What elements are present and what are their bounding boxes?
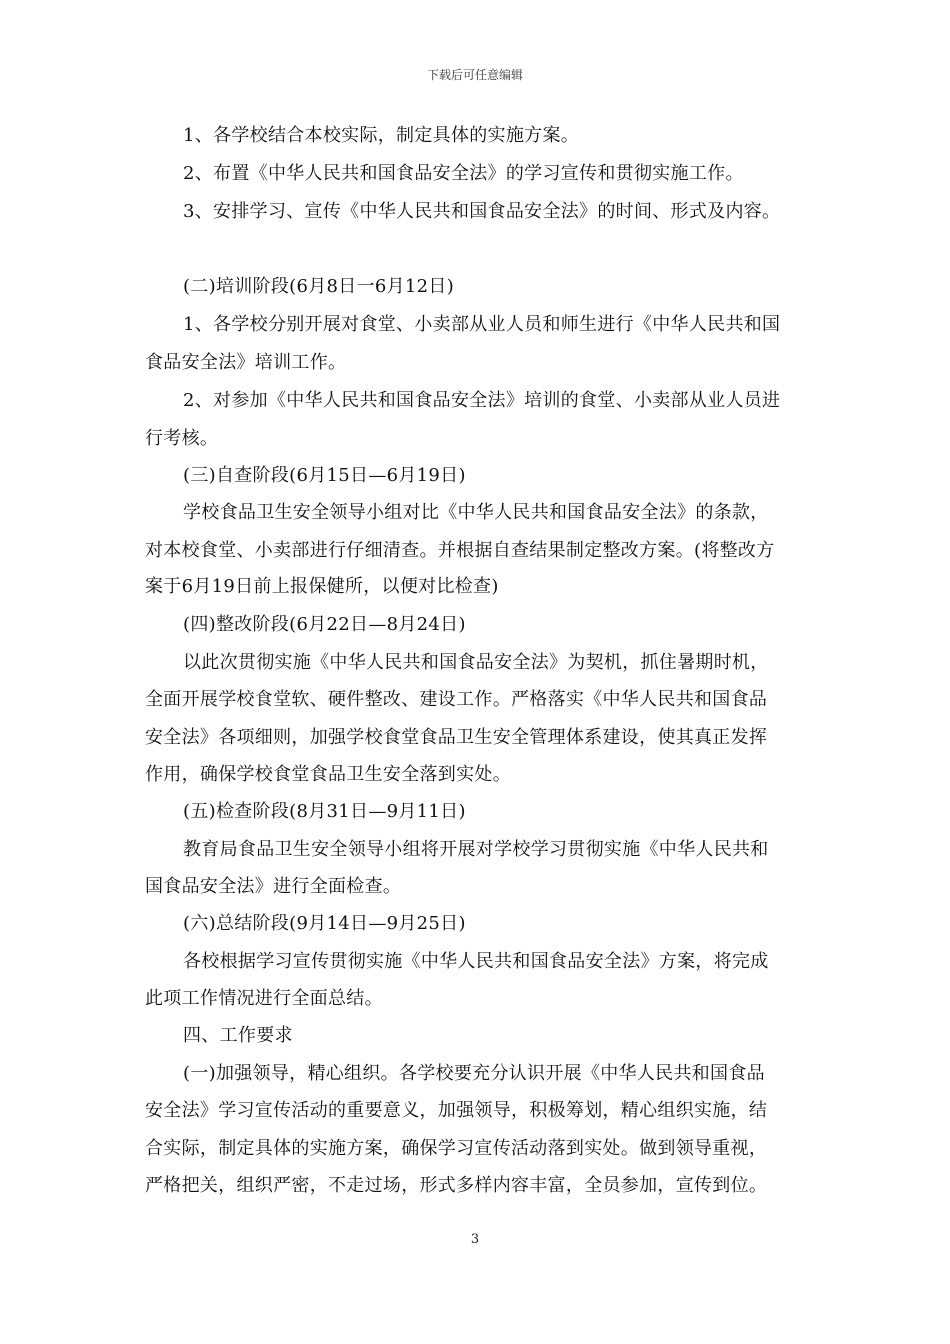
text-line: 以此次贯彻实施《中华人民共和国食品安全法》为契机，抓住暑期时机， [183,652,769,673]
text-line: 3、安排学习、宣传《中华人民共和国食品安全法》的时间、形式及内容。 [183,201,781,222]
text-line: 对本校食堂、小卖部进行仔细清查。并根据自查结果制定整改方案。(将整改方 [145,540,775,561]
text-line: 2、布置《中华人民共和国食品安全法》的学习宣传和贯彻实施工作。 [183,163,744,184]
text-line: 教育局食品卫生安全领导小组将开展对学校学习贯彻实施《中华人民共和 [183,839,769,860]
text-line: 合实际，制定具体的实施方案，确保学习宣传活动落到实处。做到领导重视， [145,1138,768,1159]
text-line: 国食品安全法》进行全面检查。 [145,876,402,897]
section-heading: (六)总结阶段(9月14日—9月25日) [183,913,466,934]
text-line: 作用，确保学校食堂食品卫生安全落到实处。 [145,764,511,785]
text-line: 1、各学校分别开展对食堂、小卖部从业人员和师生进行《中华人民共和国 [183,314,781,335]
header-note: 下载后可任意编辑 [426,68,523,82]
text-line: 学校食品卫生安全领导小组对比《中华人民共和国食品安全法》的条款， [183,502,769,523]
text-line: 严格把关，组织严密，不走过场，形式多样内容丰富，全员参加，宣传到位。 [145,1175,768,1196]
text-line: 行考核。 [145,428,219,449]
text-line: 各校根据学习宣传贯彻实施《中华人民共和国食品安全法》方案，将完成 [183,951,769,972]
section-heading: (五)检查阶段(8月31日—9月11日) [183,801,466,822]
text-line: 1、各学校结合本校实际，制定具体的实施方案。 [183,125,580,146]
section-heading: (二)培训阶段(6月8日一6月12日) [183,276,455,297]
text-line: 食品安全法》培训工作。 [145,352,347,373]
text-line: (一)加强领导，精心组织。各学校要充分认识开展《中华人民共和国食品 [183,1063,765,1084]
section-heading: (三)自查阶段(6月15日—6月19日) [183,465,466,486]
text-line: 此项工作情况进行全面总结。 [145,988,383,1009]
section-heading: (四)整改阶段(6月22日—8月24日) [183,614,466,635]
section-heading: 四、工作要求 [183,1025,293,1046]
text-line: 2、对参加《中华人民共和国食品安全法》培训的食堂、小卖部从业人员进 [183,390,781,411]
text-line: 安全法》学习宣传活动的重要意义，加强领导，积极筹划，精心组织实施，结 [145,1100,768,1121]
text-line: 安全法》各项细则，加强学校食堂食品卫生安全管理体系建设，使其真正发挥 [145,727,768,748]
text-line: 全面开展学校食堂软、硬件整改、建设工作。严格落实《中华人民共和国食品 [145,689,768,710]
page-number: 3 [470,1232,480,1247]
text-line: 案于6月19日前上报保健所，以便对比检查) [145,576,499,597]
